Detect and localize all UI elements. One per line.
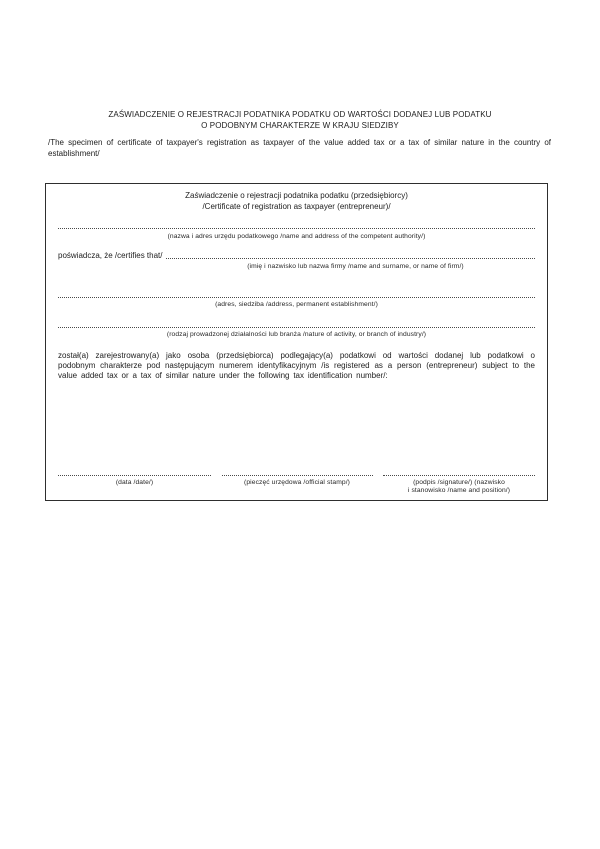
registration-clause: został(a) zarejestrowany(a) jako osoba (przedsiębiorca) podlegający(a) podatkowi od wartości dodanej lub podatkowi o podobnym charakterze pod następującym numerem identyfikacyjnym /is registered as a person (entrepreneur) subject to the value added tax or a tax of similar nature under the following tax identification number/:: [58, 351, 535, 381]
signature-caption-line1: (podpis /signature/) (nazwisko: [413, 479, 505, 486]
certificate-heading-line2: /Certificate of registration as taxpayer (entrepreneur)/: [202, 202, 391, 211]
stamp-signature-column: [222, 466, 373, 495]
signature-blank-line: [383, 466, 535, 476]
authority-field-blank-line: [58, 228, 535, 229]
certifies-field-row: [58, 250, 535, 261]
signature-column: [383, 466, 535, 495]
certificate-heading-line1: Zaświadczenie o rejestracji podatnika podatku (przedsiębiorcy): [185, 191, 408, 200]
certificate-heading: [56, 190, 537, 212]
date-blank-line: [58, 466, 211, 476]
stamp-caption: (pieczęć urzędowa /official stamp/): [244, 479, 350, 486]
document-title-line2: O PODOBNYM CHARAKTERZE W KRAJU SIEDZIBY: [201, 121, 399, 130]
stamp-blank-line: [222, 466, 373, 476]
document-title: [30, 109, 570, 131]
signature-caption: [383, 479, 535, 495]
document-subtitle: /The specimen of certificate of taxpayer's registration as taxpayer of the value added tax or a tax of similar nature in the country of establishment/: [48, 138, 551, 158]
address-field-caption: (adres, siedziba /address, permanent establishment/): [215, 301, 378, 308]
certifies-field-label: poświadcza, że /certifies that/: [58, 251, 163, 260]
signature-row: [58, 466, 535, 495]
certificate-box: [45, 183, 548, 501]
activity-field-blank-line: [58, 327, 535, 328]
certifies-field-caption: (imię i nazwisko lub nazwa firmy /name and surname, or name of firm/): [247, 263, 464, 270]
signature-caption-line2: i stanowisko /name and position/): [407, 487, 511, 494]
document-title-line1: ZAŚWIADCZENIE O REJESTRACJI PODATNIKA PODATKU OD WARTOŚCI DODANEJ LUB PODATKU: [108, 110, 492, 119]
activity-field-caption: (rodzaj prowadzonej działalności lub branża /nature of activity, or branch of industry/): [166, 331, 427, 338]
date-signature-column: [58, 466, 211, 495]
certifies-field-blank-line: [166, 258, 536, 259]
address-field-blank-line: [58, 297, 535, 298]
authority-field-caption: (nazwa i adres urzędu podatkowego /name and address of the competent authority/): [167, 233, 426, 240]
date-caption: (data /date/): [115, 479, 154, 486]
